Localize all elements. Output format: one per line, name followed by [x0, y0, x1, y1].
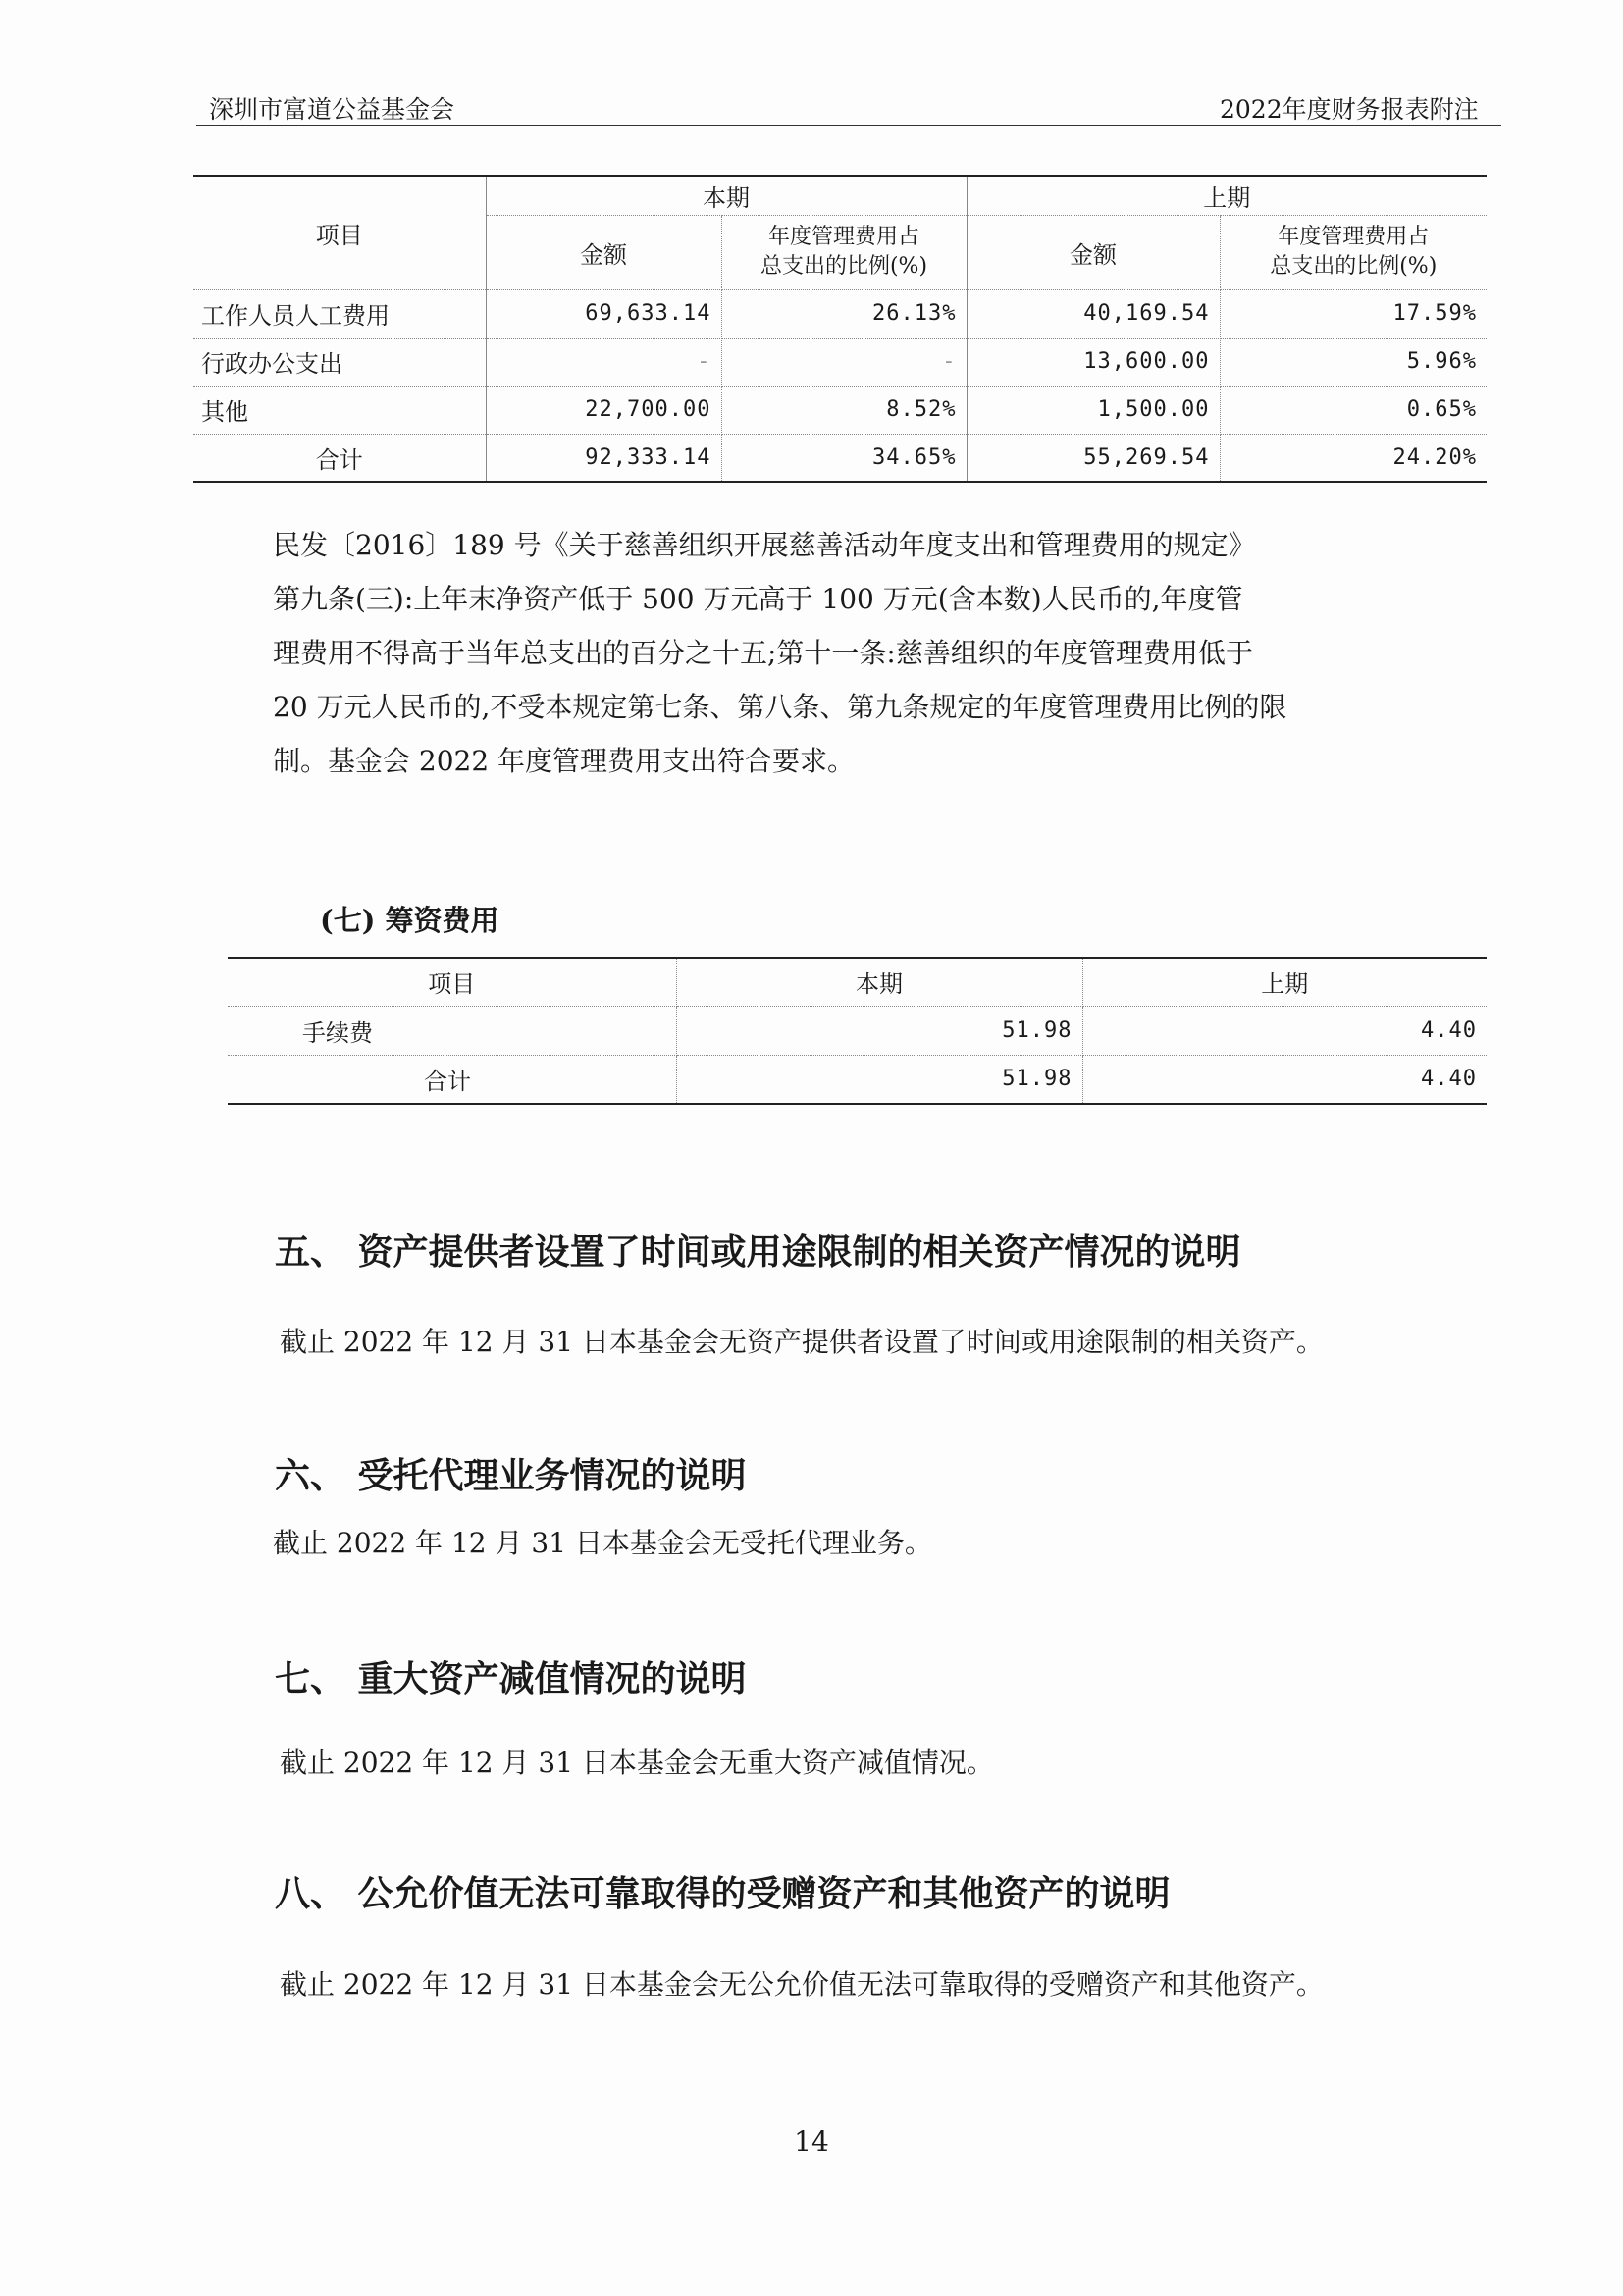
col-ratio-current-line1: 年度管理费用占	[767, 225, 919, 249]
section-5-title: 五、 资产提供者设置了时间或用途限制的相关资产情况的说明	[275, 1232, 1241, 1273]
cur-ratio: -	[721, 338, 967, 386]
header-org-name: 深圳市富道公益基金会	[209, 95, 455, 124]
page-number: 14	[794, 2125, 829, 2158]
cur-amount: 22,700.00	[486, 386, 721, 434]
row-label: 行政办公支出	[193, 338, 486, 386]
table-row	[193, 289, 1487, 338]
cur-amount: 92,333.14	[486, 434, 721, 482]
col-amount-previous: 金额	[1070, 240, 1117, 269]
prev-amount: 1,500.00	[967, 386, 1220, 434]
col-ratio-current-line2: 总支出的比例(%)	[759, 254, 928, 279]
header-rule	[196, 125, 1501, 126]
row-label: 手续费	[228, 1006, 676, 1055]
fr-previous: 4.40	[1421, 1067, 1477, 1092]
group-previous-header: 上期	[1203, 183, 1251, 212]
row-label: 工作人员人工费用	[193, 289, 486, 338]
section-8-title: 八、 公允价值无法可靠取得的受赠资产和其他资产的说明	[275, 1874, 1171, 1914]
table-total-row	[193, 434, 1487, 482]
prev-ratio: 0.65%	[1220, 386, 1487, 434]
col-ratio-previous-line1: 年度管理费用占	[1278, 225, 1430, 249]
prev-ratio: 24.20%	[1392, 444, 1477, 470]
fundraising-heading: (七) 筹资费用	[320, 904, 499, 937]
fr-previous: 4.40	[1082, 1006, 1487, 1055]
fundraising-table	[228, 957, 1487, 1105]
fr-current: 51.98	[676, 1055, 1082, 1104]
regulation-line-2: 第九条(三):上年末净资产低于 500 万元高于 100 万元(含本数)人民币的,年度管	[273, 583, 1243, 615]
regulation-line-1: 民发〔2016〕189 号《关于慈善组织开展慈善活动年度支出和管理费用的规定》	[273, 529, 1256, 561]
section-8-body: 截止 2022 年 12 月 31 日本基金会无公允价值无法可靠取得的受赠资产和其他资产。	[280, 1968, 1324, 2001]
section-5-body: 截止 2022 年 12 月 31 日本基金会无资产提供者设置了时间或用途限制的相关资产。	[280, 1326, 1324, 1358]
table-row	[228, 1006, 1487, 1055]
regulation-line-3: 理费用不得高于当年总支出的百分之十五;第十一条:慈善组织的年度管理费用低于	[273, 637, 1253, 669]
prev-ratio: 17.59%	[1220, 289, 1487, 338]
row-label: 其他	[193, 386, 486, 434]
regulation-line-5: 制。基金会 2022 年度管理费用支出符合要求。	[273, 745, 856, 777]
table-row	[193, 338, 1487, 386]
col-amount-current: 金额	[580, 240, 627, 269]
group-current-header: 本期	[703, 183, 750, 212]
fr-col-item: 项目	[228, 958, 676, 1006]
management-expense-table	[193, 175, 1487, 483]
cur-amount: -	[486, 338, 721, 386]
cur-amount: 69,633.14	[486, 289, 721, 338]
prev-amount: 40,169.54	[967, 289, 1220, 338]
fr-col-current: 本期	[676, 958, 1082, 1006]
header-report-title: 2022年度财务报表附注	[1220, 95, 1479, 124]
cur-ratio: 26.13%	[721, 289, 967, 338]
prev-ratio: 5.96%	[1220, 338, 1487, 386]
row-label: 合计	[228, 1055, 676, 1104]
prev-amount: 55,269.54	[967, 434, 1220, 482]
section-7-body: 截止 2022 年 12 月 31 日本基金会无重大资产减值情况。	[280, 1747, 994, 1779]
fr-col-previous: 上期	[1082, 958, 1487, 1006]
table-row	[193, 386, 1487, 434]
col-item-header: 项目	[315, 222, 363, 249]
col-ratio-previous-line2: 总支出的比例(%)	[1270, 254, 1438, 279]
prev-amount: 13,600.00	[967, 338, 1220, 386]
cur-ratio: 8.52%	[721, 386, 967, 434]
section-7-title: 七、 重大资产减值情况的说明	[275, 1659, 747, 1699]
fr-current: 51.98	[676, 1006, 1082, 1055]
row-label: 合计	[193, 434, 486, 482]
table-total-row	[228, 1055, 1487, 1104]
section-6-title: 六、 受托代理业务情况的说明	[275, 1456, 747, 1496]
section-6-body: 截止 2022 年 12 月 31 日本基金会无受托代理业务。	[273, 1527, 932, 1559]
regulation-line-4: 20 万元人民币的,不受本规定第七条、第八条、第九条规定的年度管理费用比例的限	[273, 691, 1287, 723]
cur-ratio: 34.65%	[721, 434, 967, 482]
